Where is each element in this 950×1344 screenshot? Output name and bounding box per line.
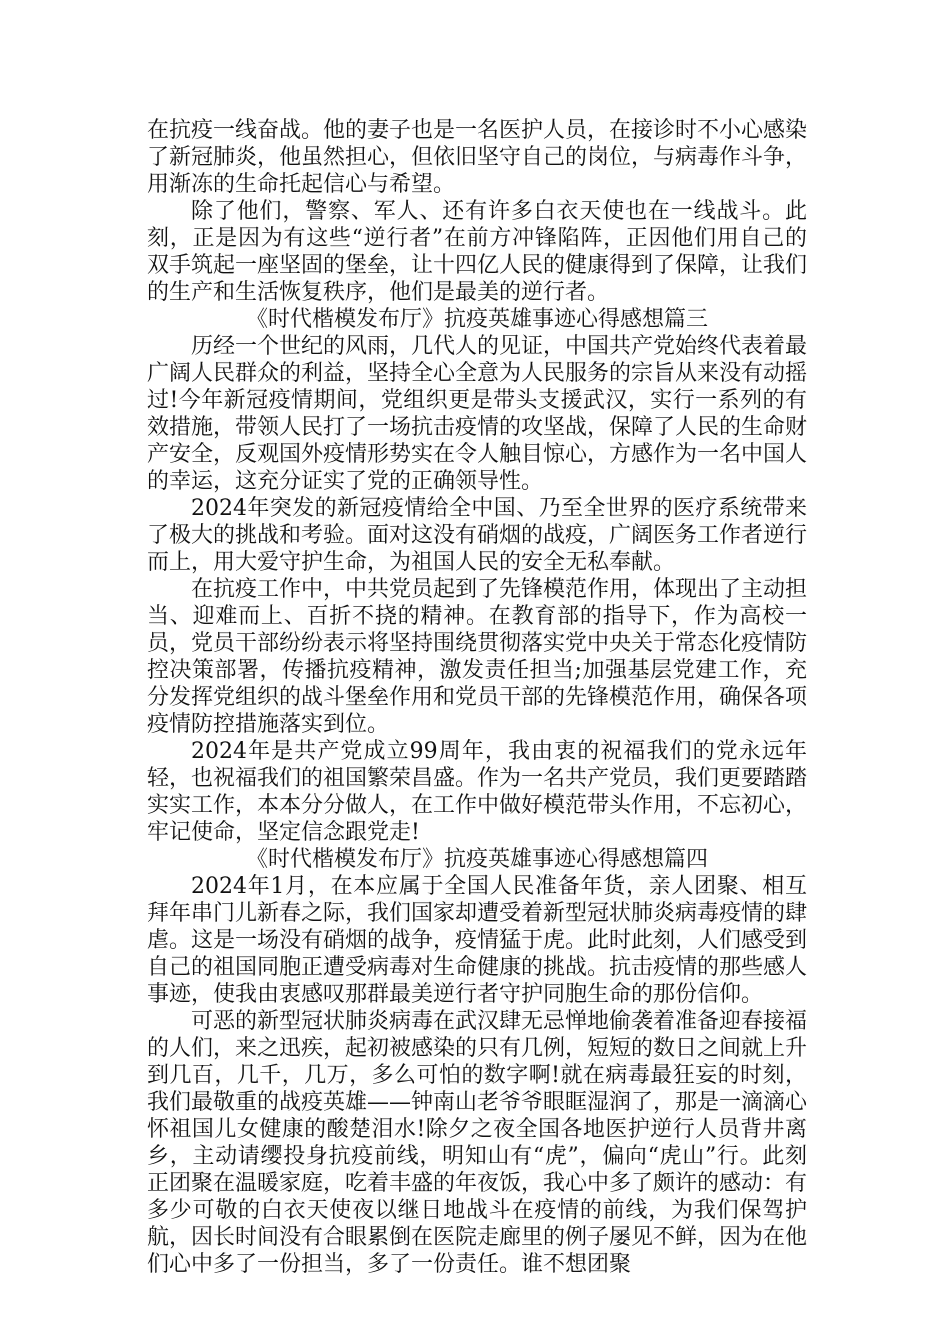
paragraph: 2024年1月，在本应属于全国人民准备年货，亲人团聚、相互拜年串门儿新春之际，我们国家却遭受着新型冠状肺炎病毒疫情的肆虐。这是一场没有硝烟的战争，疫情猛于虎。此时此刻，人们感受到自己的祖国同胞正遭受病毒对生命健康的挑战。抗击疫情的那些感人事迹，使我由衷感叹那群最美逆行者守护同胞生命的那份信仰。: [147, 874, 808, 1007]
paragraph: 历经一个世纪的风雨，几代人的见证，中国共产党始终代表着最广阔人民群众的利益，坚持全心全意为人民服务的宗旨从来没有动摇过!今年新冠疫情期间，党组织更是带头支援武汉，实行一系列的有效措施，带领人民打了一场抗击疫情的攻坚战，保障了人民的生命财产安全，反观国外疫情形势实在令人触目惊心，方感作为一名中国人的幸运，这充分证实了党的正确领导性。: [147, 334, 808, 494]
paragraph: 2024年突发的新冠疫情给全中国、乃至全世界的医疗系统带来了极大的挑战和考验。面对这没有硝烟的战疫，广阔医务工作者逆行而上，用大爱守护生命，为祖国人民的安全无私奉献。: [147, 496, 808, 575]
section-heading: 《时代楷模发布厅》抗疫英雄事迹心得感想篇四: [245, 847, 708, 872]
paragraph: 2024年是共产党成立99周年，我由衷的祝福我们的党永远年轻，也祝福我们的祖国繁荣昌盛。作为一名共产党员，我们更要踏踏实实工作，本本分分做人，在工作中做好模范带头作用，不忘初心，牢记使命，坚定信念跟党走!: [147, 739, 808, 845]
paragraph: 在抗疫一线奋战。他的妻子也是一名医护人员，在接诊时不小心感染了新冠肺炎，他虽然担心，但依旧坚守自己的岗位，与病毒作斗争，用渐冻的生命托起信心与希望。: [147, 118, 808, 197]
paragraph: 在抗疫工作中，中共党员起到了先锋模范作用，体现出了主动担当、迎难而上、百折不挠的精神。在教育部的指导下，作为高校一员，党员干部纷纷表示将坚持围绕贯彻落实党中央关于常态化疫情防控决策部署，传播抗疫精神，激发责任担当;加强基层党建工作，充分发挥党组织的战斗堡垒作用和党员干部的先锋模范作用，确保各项疫情防控措施落实到位。: [147, 577, 808, 737]
paragraph: 可恶的新型冠状肺炎病毒在武汉肆无忌惮地偷袭着准备迎春接福的人们，来之迅疾，起初被感染的只有几例，短短的数日之间就上升到几百，几千，几万，多么可怕的数字啊!就在病毒最狂妄的时刻，我们最敬重的战疫英雄——钟南山老爷爷眼眶湿润了，那是一滴滴心怀祖国儿女健康的酸楚泪水!除夕之夜全国各地医护逆行人员背井离乡，主动请缨投身抗疫前线，明知山有“虎”，偏向“虎山”行。此刻正团聚在温暖家庭，吃着丰盛的年夜饭，我心中多了颇许的感动：有多少可敬的白衣天使夜以继日地战斗在疫情的前线，为我们保驾护航，因长时间没有合眼累倒在医院走廊里的例子屡见不鲜，因为在他们心中多了一份担当，多了一份责任。谁不想团聚: [147, 1009, 808, 1277]
document-page: [147, 117, 807, 1278]
section-heading: 《时代楷模发布厅》抗疫英雄事迹心得感想篇三: [245, 307, 708, 332]
paragraph: 除了他们，警察、军人、还有许多白衣天使也在一线战斗。此刻，正是因为有这些“逆行者”在前方冲锋陷阵，正因他们用自己的双手筑起一座坚固的堡垒，让十四亿人民的健康得到了保障，让我们的生产和生活恢复秩序，他们是最美的逆行者。: [147, 199, 808, 305]
